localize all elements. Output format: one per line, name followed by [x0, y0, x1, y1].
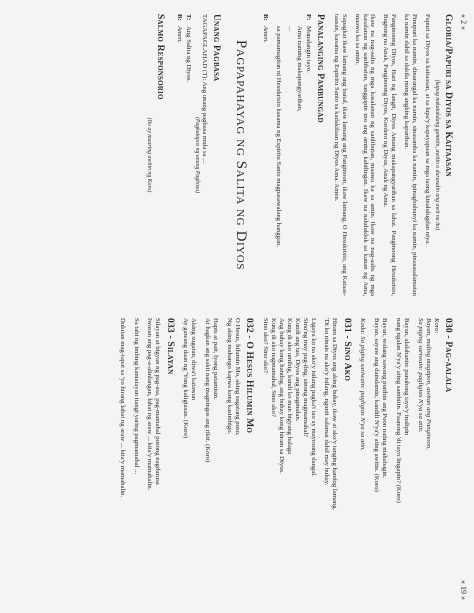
prayer-response: Amen.: [262, 26, 270, 43]
prayer-line: Manalangin tayo.: [304, 26, 312, 73]
lyric-line: Kung di ako umibig, kundi ko man bigyang halaga: [285, 318, 293, 455]
lyric-line: Silayan at bigyan ng pag-asa, pag-mamahal pusong nagdurusa: [154, 318, 162, 485]
lyric-line: Bayan, sayaw ang damdamin, kandili N'ya'y ating awitin. (Koro): [373, 318, 381, 492]
lyric-line: Sino'ng may pag-ibig, sinong magmamahal?: [301, 318, 309, 438]
lyric-line: Dulutan mag-tapat sa 'yo hirang lahat ng araw ... kita'y mamahalin.: [118, 318, 126, 498]
gloria-paragraph: Pinupuri ka namin, dinarangal ka namin, sinasamba ka namin, ipinagbubunyi ka namin, pinasasalamatan ka namin dahil sa dakila mong angking kapurihan.: [403, 14, 419, 296]
lyric-line: Bayan, alalahanin: panahong tayo'y inalipin: [403, 318, 411, 436]
gloria-paragraph: Sapagkat ikaw lamang ang banal, ikaw lamang ang Panginoon, ikaw lamang, O Hesukristo, ang Kataas-taasan, kasama ng Espiritu Santo sa kadakilaan ng Diyos Ama. Amen.: [332, 14, 348, 296]
unang-pagbasa-title: Unang Pagbasa: [211, 14, 222, 82]
speaker-label: P:: [304, 14, 312, 21]
prayer-line: Ama naming makapangyarihan,: [295, 26, 303, 112]
gloria-note: (kapag nakatakdang gamitin, awitin o darasalin ang awit na ito): [433, 79, 440, 231]
lyric-line: Kung di ako nagmamahal, Sino ako?: [270, 318, 277, 417]
reader-intro: TAGAPAGLAHAD (T): Ang unang pagbasa mula sa ...: [201, 14, 209, 164]
speaker-label: [286, 14, 294, 26]
lyric-line: Iwasan ang pag-a-alinlangan, lahat ng araw ... kita'y mamahalin.: [146, 318, 154, 491]
song-title: 031 - Sino Ako: [341, 318, 352, 382]
reading-response: Amen.: [175, 26, 183, 43]
lyric-line: Bayan, walang sawang purihin ang Poon nating mahabagin.: [381, 318, 389, 479]
lyric-line: Koro:: [432, 318, 440, 334]
speaker-label: B:: [175, 14, 183, 21]
salmo-title: Salmo Responsorio: [154, 14, 165, 100]
lyric-line: Aking sugatan, diwa't katawan: [190, 318, 198, 401]
speaker-label: T:: [184, 14, 192, 21]
lyric-line: 'Di ko ninais na ako'y isilang, ngunit salamat dahil may buhay.: [323, 318, 331, 486]
lyric-line: Bayan, muling magtipon, awitan ang Panginoon,: [424, 318, 432, 450]
lyric-line: At hagkan ang sakit nang magningas ang rikit. (Koro): [204, 318, 212, 463]
speaker-label: [295, 14, 303, 26]
lyric-line: Ligaya ko na ako'y isilang pagka't tao ay mayroong dangal.: [309, 318, 317, 477]
gloria-paragraph: Panginoong Diyos, Hari ng langit, Diyos Amang makapangyarihan sa lahat. Panginoong Hesukristo, Bugtong na Anak, Panginoong Diyos, Kordero ng Diyos, Anak ng Ama.: [382, 14, 398, 296]
lyric-line: Sino ako? Sino ako?: [262, 318, 270, 373]
prayer-line: ...: [286, 26, 294, 32]
gloria-body: [332, 14, 431, 296]
speaker-label: B:: [262, 14, 270, 21]
gloria-paragraph: Ikaw na nag-aalis ng mga kasalanan ng sanlibutan, maawa ka sa amin. Ikaw na nag-aalis ng mga kasalanan ng sanlibutan, tanggapin mo ang aming kahilingan. Ikaw na naluluklok sa kanan ng Ama, maawa ka sa amin.: [353, 14, 377, 296]
lyric-line: Ay gawang daan ng 'Yong kaligtasan. (Koro): [182, 318, 190, 439]
lyric-line: O Hesus, hilumin Mo, aking sugatang puso.: [233, 318, 241, 436]
right-page: [10, 318, 460, 600]
salmo-note: (Ito ay maaring awitin ng Koro): [145, 117, 152, 193]
lyric-line: Ng aking mahango kapwa kong kasimbigo.: [226, 318, 234, 435]
lyric-line: Ang buhay kong handog, ang buhay kong hiram sa Diyos.: [277, 318, 285, 474]
lyric-line: Sa piging sariwain: pagligtas N'ya sa atin.: [416, 318, 424, 433]
song-title: 032 - O Hesus Hilumin Mo: [244, 318, 255, 434]
right-page-number: « 19 »: [459, 580, 468, 600]
song-title: 030 - Pag-aalala: [443, 318, 453, 393]
left-page-number: « 2 »: [459, 14, 468, 30]
reading-line: Ang Salita ng Diyos.: [184, 26, 192, 83]
lyric-line: Hiram sa Diyos ang aking buhay, ikaw at ako'y tanging handog lamang.: [331, 318, 339, 511]
lyric-line: nang ngalan N'ya'y ating sambitin. Paanong 'di tayo lingapin? (Koro): [395, 318, 403, 503]
reading-note: (Pagkatapos ng unang Pagbasa): [194, 116, 201, 194]
lyric-line: Hapis at pait, lyong patamisin.: [212, 318, 220, 400]
panalangin-title: Panalanging Pambungad: [314, 14, 325, 123]
left-page: [10, 14, 460, 296]
gloria-title: Gloria/Papuri sa Diyos sa Kaitaasan: [443, 14, 453, 177]
lyric-line: Sa tabi ng imbing kamatayan itangi yaring pagmamahal ...: [132, 318, 140, 475]
lyric-line: Koda: Sa piging sariwain: pagligtas N'ya sa atin.: [359, 318, 367, 451]
prayer-conclusion: sa pamamagitan ni Hesukristo kasama ng Espiritu Santo magpasawalang hanggan.: [274, 26, 282, 248]
gloria-paragraph: Papuri sa Diyos sa kaitaasan, at sa lupa'y kapayapaan sa mga taong kinalulugdan niya.: [423, 14, 431, 245]
song-title: 033 - Silayan: [164, 318, 175, 375]
lyric-line: Kundi ang tao, Diyos ang pinagmulan.: [293, 318, 301, 422]
section-title: Pagpapahayag ng Salita ng Diyos: [233, 39, 250, 271]
